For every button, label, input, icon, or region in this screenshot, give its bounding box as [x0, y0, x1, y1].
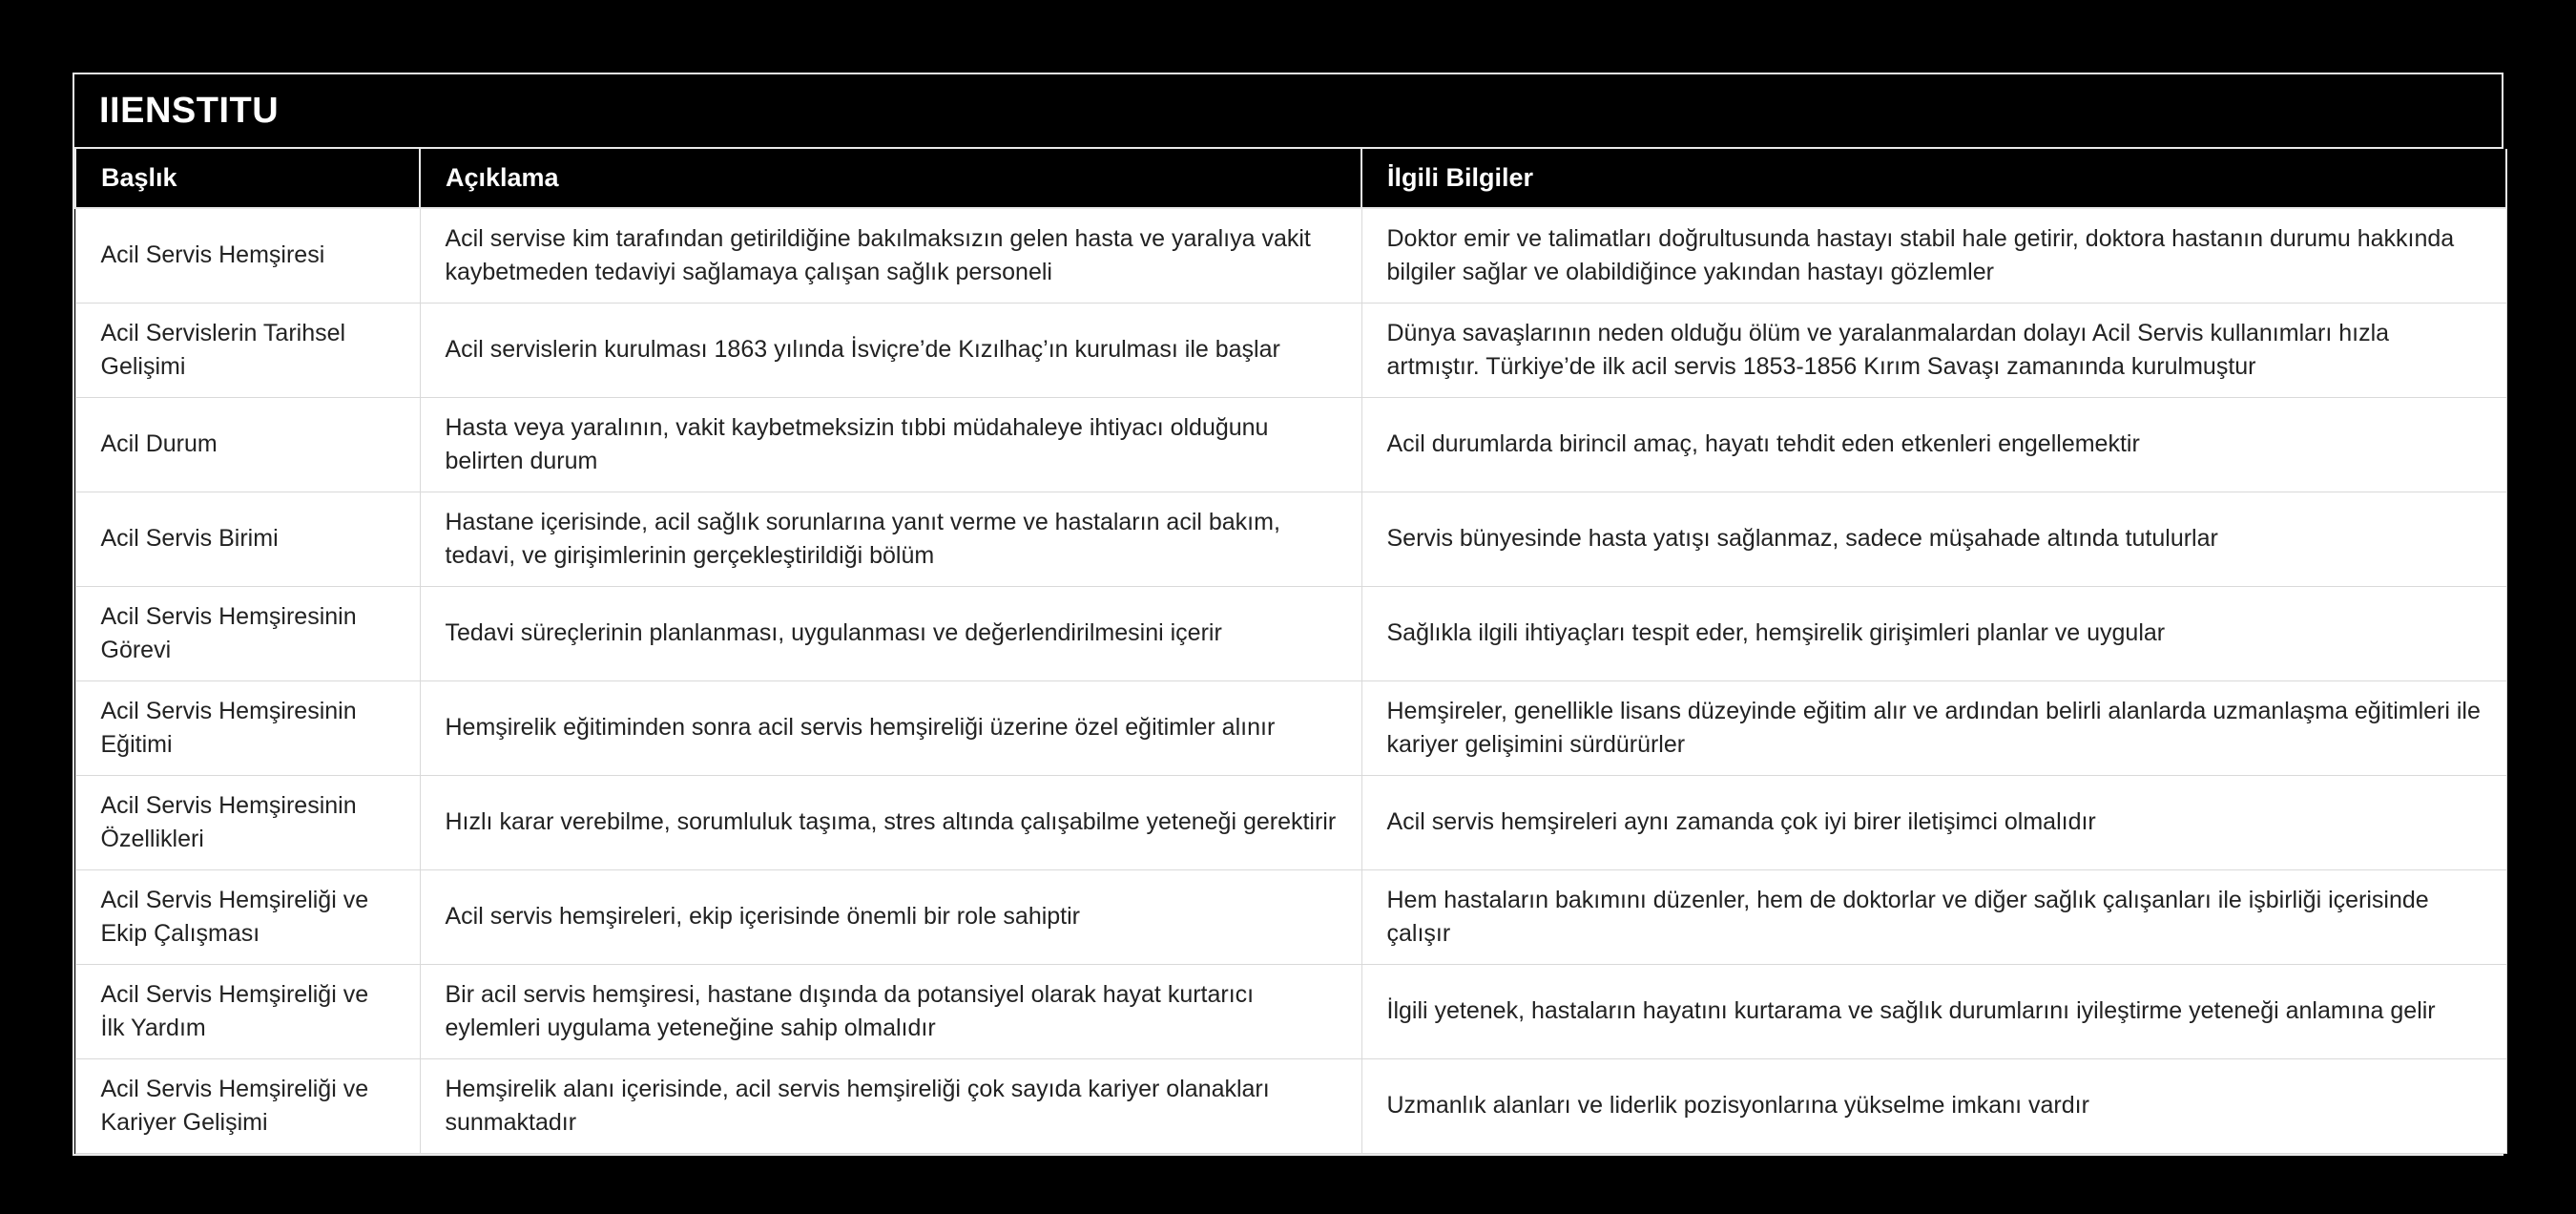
- cell-aciklama: Bir acil servis hemşiresi, hastane dışında da potansiyel olarak hayat kurtarıcı eylemleri uygulama yeteneğine sahip olmalıdır: [420, 964, 1361, 1058]
- cell-ilgili-bilgiler: Dünya savaşlarının neden olduğu ölüm ve yaralanmalardan dolayı Acil Servis kullanımları hızla artmıştır. Türkiye’de ilk acil servis 1853-1856 Kırım Savaşı zamanında kurulmuştur: [1361, 303, 2506, 397]
- info-table-panel: [73, 73, 2503, 1156]
- column-header-aciklama: Açıklama: [420, 149, 1361, 208]
- cell-aciklama: Hızlı karar verebilme, sorumluluk taşıma, stres altında çalışabilme yeteneği gerektirir: [420, 775, 1361, 869]
- cell-baslik: Acil Servis Hemşireliği ve Kariyer Gelişimi: [75, 1058, 420, 1153]
- column-header-ilgili-bilgiler: İlgili Bilgiler: [1361, 149, 2506, 208]
- cell-ilgili-bilgiler: Doktor emir ve talimatları doğrultusunda hastayı stabil hale getirir, doktora hastanın durumu hakkında bilgiler sağlar ve olabildiğince yakından hastayı gözlemler: [1361, 208, 2506, 303]
- table-row: [75, 208, 2506, 303]
- table-row: [75, 303, 2506, 397]
- info-table: [74, 149, 2507, 1154]
- cell-ilgili-bilgiler: Sağlıkla ilgili ihtiyaçları tespit eder, hemşirelik girişimleri planlar ve uygular: [1361, 586, 2506, 680]
- table-row: [75, 869, 2506, 964]
- table-row: [75, 964, 2506, 1058]
- table-row: [75, 1058, 2506, 1153]
- table-row: [75, 775, 2506, 869]
- table-row: [75, 680, 2506, 775]
- cell-baslik: Acil Durum: [75, 397, 420, 492]
- table-row: [75, 586, 2506, 680]
- cell-aciklama: Hemşirelik eğitiminden sonra acil servis hemşireliği üzerine özel eğitimler alınır: [420, 680, 1361, 775]
- cell-ilgili-bilgiler: İlgili yetenek, hastaların hayatını kurtarama ve sağlık durumlarını iyileştirme yeteneği anlamına gelir: [1361, 964, 2506, 1058]
- cell-baslik: Acil Servislerin Tarihsel Gelişimi: [75, 303, 420, 397]
- cell-ilgili-bilgiler: Acil servis hemşireleri aynı zamanda çok iyi birer iletişimci olmalıdır: [1361, 775, 2506, 869]
- cell-baslik: Acil Servis Birimi: [75, 492, 420, 586]
- cell-aciklama: Hastane içerisinde, acil sağlık sorunlarına yanıt verme ve hastaların acil bakım, tedavi, ve girişimlerinin gerçekleştirildiği bölüm: [420, 492, 1361, 586]
- table-row: [75, 492, 2506, 586]
- header-row: [75, 149, 2506, 208]
- cell-aciklama: Acil servis hemşireleri, ekip içerisinde önemli bir role sahiptir: [420, 869, 1361, 964]
- cell-aciklama: Acil servislerin kurulması 1863 yılında İsviçre’de Kızılhaç’ın kurulması ile başlar: [420, 303, 1361, 397]
- table-title: IIENSTITU: [74, 74, 2502, 149]
- cell-ilgili-bilgiler: Hem hastaların bakımını düzenler, hem de doktorlar ve diğer sağlık çalışanları ile işbirliği içerisinde çalışır: [1361, 869, 2506, 964]
- table-row: [75, 397, 2506, 492]
- cell-aciklama: Acil servise kim tarafından getirildiğine bakılmaksızın gelen hasta ve yaralıya vakit kaybetmeden tedaviyi sağlamaya çalışan sağlık personeli: [420, 208, 1361, 303]
- cell-baslik: Acil Servis Hemşireliği ve Ekip Çalışması: [75, 869, 420, 964]
- cell-baslik: Acil Servis Hemşiresinin Görevi: [75, 586, 420, 680]
- cell-ilgili-bilgiler: Servis bünyesinde hasta yatışı sağlanmaz, sadece müşahade altında tutulurlar: [1361, 492, 2506, 586]
- cell-ilgili-bilgiler: Acil durumlarda birincil amaç, hayatı tehdit eden etkenleri engellemektir: [1361, 397, 2506, 492]
- cell-aciklama: Hemşirelik alanı içerisinde, acil servis hemşireliği çok sayıda kariyer olanakları sunmaktadır: [420, 1058, 1361, 1153]
- cell-baslik: Acil Servis Hemşiresinin Özellikleri: [75, 775, 420, 869]
- cell-aciklama: Hasta veya yaralının, vakit kaybetmeksizin tıbbi müdahaleye ihtiyacı olduğunu belirten durum: [420, 397, 1361, 492]
- cell-baslik: Acil Servis Hemşiresi: [75, 208, 420, 303]
- cell-baslik: Acil Servis Hemşireliği ve İlk Yardım: [75, 964, 420, 1058]
- cell-ilgili-bilgiler: Hemşireler, genellikle lisans düzeyinde eğitim alır ve ardından belirli alanlarda uzmanlaşma eğitimleri ile kariyer gelişimini sürdürürler: [1361, 680, 2506, 775]
- cell-aciklama: Tedavi süreçlerinin planlanması, uygulanması ve değerlendirilmesini içerir: [420, 586, 1361, 680]
- column-header-baslik: Başlık: [75, 149, 420, 208]
- cell-baslik: Acil Servis Hemşiresinin Eğitimi: [75, 680, 420, 775]
- table-body: [75, 208, 2506, 1153]
- cell-ilgili-bilgiler: Uzmanlık alanları ve liderlik pozisyonlarına yükselme imkanı vardır: [1361, 1058, 2506, 1153]
